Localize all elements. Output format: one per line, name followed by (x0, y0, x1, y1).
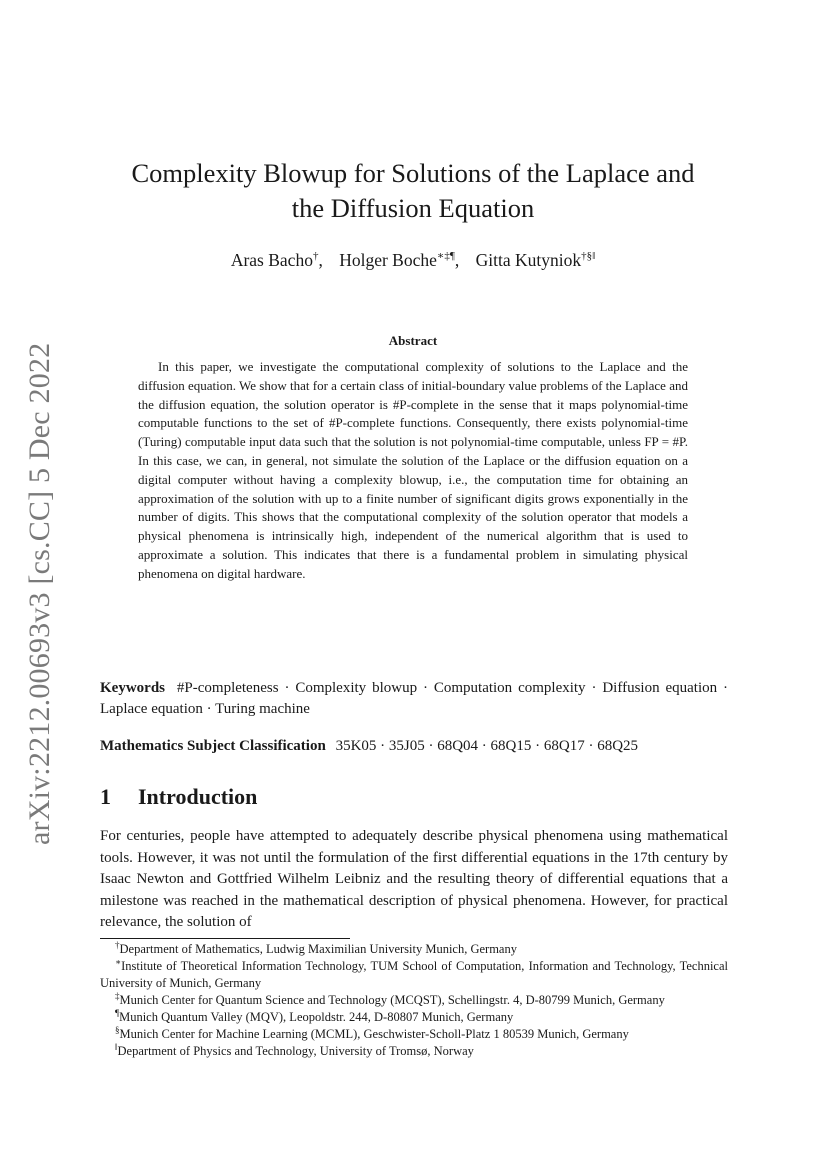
footnote (100, 1026, 728, 1043)
author-bacho: Aras Bacho†, (230, 250, 323, 270)
footnote-text: Institute of Theoretical Information Technology, TUM School of Computation, Information and Technology, Technical University of Munich, Germany (100, 959, 728, 990)
author-kutyniok (476, 250, 596, 270)
footnote-mark: † (115, 940, 120, 950)
msc-codes: 35K05 · 35J05 · 68Q04 · 68Q15 · 68Q17 · 68Q25 (335, 738, 639, 754)
footnote (100, 941, 728, 958)
author-name: Gitta Kutyniok (475, 250, 582, 270)
arxiv-identifier-stamp: arXiv:2212.00693v3 [cs.CC] 5 Dec 2022 (23, 342, 56, 845)
affiliation-marks: †§‖ (581, 250, 596, 262)
paper-title (90, 156, 736, 226)
msc-block (100, 736, 728, 757)
author-name: Aras Bacho (230, 250, 313, 270)
introduction-paragraph: For centuries, people have attempted to adequately describe physical phenomena using mathematical tools. However, it was not until the formulation of the first differential equations in the 17th century by Isaac Newton and Gottfried Wilhelm Leibniz and the resulting theory of differential equations that a milestone was reached in the mathematical description of physical phenomena. However, for practical relevance, the solution of (100, 828, 728, 930)
section-heading (100, 784, 257, 810)
footnote-text: Department of Physics and Technology, University of Tromsø, Norway (117, 1044, 474, 1058)
abstract-text: In this paper, we investigate the computational complexity of solutions to the Laplace and the diffusion equation. We show that for a certain class of initial-boundary value problems of the Laplace and the diffusion equation, the solution operator is #P-complete in the sense that it maps polynomial-time computable functions to the set of #P-complete functions. Consequently, there exists polynomial-time (Turing) computable input data such that the solution is not polynomial-time computable, unless FP = #P. In this case, we can, in general, not simulate the solution of the Laplace or the diffusion equation on a digital computer without having a complexity blowup, i.e., the computation time for obtaining an approximation of the solution with up to a finite number of significant digits grows exponentially in the number of digits. This shows that the computational complexity of the solution operator that models a physical phenomena is intrinsically high, independent of the numerical algorithm that is used to approximate a solution. This indicates that there is a fundamental problem in simulating physical phenomena on digital hardware. (138, 359, 688, 581)
keywords-label: Keywords (100, 680, 165, 696)
footnote-mark: ∗ (115, 957, 122, 967)
abstract-heading: Abstract (388, 333, 438, 348)
footnote-text: Munich Quantum Valley (MQV), Leopoldstr. 244, D-80807 Munich, Germany (119, 1010, 514, 1024)
footnote-text: Munich Center for Quantum Science and Technology (MCQST), Schellingstr. 4, D-80799 Munich, Germany (119, 993, 665, 1007)
keywords-block (100, 678, 728, 720)
footnote (100, 1009, 728, 1026)
footnote-mark: ‡ (115, 991, 120, 1001)
footnote-text: Munich Center for Machine Learning (MCML), Geschwister-Scholl-Platz 1 80539 Munich, Germany (119, 1027, 629, 1041)
author-list (90, 248, 736, 272)
footnote-mark: § (115, 1025, 120, 1035)
paper-title-line-2: the Diffusion Equation (291, 193, 535, 223)
footnote-mark: ¶ (115, 1008, 120, 1018)
section-number: 1 (100, 784, 111, 809)
footnote (100, 992, 728, 1009)
affiliation-marks: † (312, 250, 319, 262)
keywords-text: #P-completeness · Complexity blowup · Computation complexity · Diffusion equation · Laplace equation · Turing machine (100, 680, 729, 717)
footnote-divider (100, 938, 350, 939)
author-name: Holger Boche (339, 250, 437, 270)
footnote-mark: ‖ (115, 1042, 118, 1052)
section-title: Introduction (138, 784, 258, 809)
footnote (100, 1043, 728, 1060)
footnotes (100, 941, 728, 1060)
footnote (100, 958, 728, 992)
affiliation-marks: ∗‡¶ (436, 250, 455, 262)
msc-label: Mathematics Subject Classification (100, 738, 326, 754)
author-boche: Holger Boche∗‡¶, (339, 250, 460, 270)
footnote-text: Department of Mathematics, Ludwig Maximilian University Munich, Germany (119, 942, 517, 956)
paper-title-line-1: Complexity Blowup for Solutions of the Laplace and (131, 158, 695, 188)
